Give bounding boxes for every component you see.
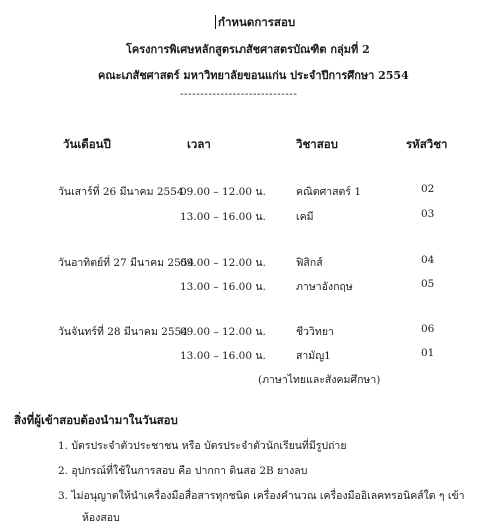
day-date: วันเสาร์ที่ 26 มีนาคม 2554	[58, 186, 184, 198]
exam-time: 13.00 – 16.00 น.	[180, 281, 266, 293]
requirement-item-continued: ห้องสอบ	[82, 512, 120, 524]
exam-time: 09.00 – 12.00 น.	[180, 326, 266, 338]
exam-subject: เคมี	[296, 211, 314, 223]
exam-time: 09.00 – 12.00 น.	[180, 257, 266, 269]
exam-time: 13.00 – 16.00 น.	[180, 211, 266, 223]
header-code: รหัสวิชา	[406, 137, 448, 151]
document-subtitle-faculty: คณะเภสัชศาสตร์ มหาวิทยาลัยขอนแก่น ประจำปีการศึกษา 2554	[98, 69, 409, 82]
exam-time: 13.00 – 16.00 น.	[180, 350, 266, 362]
document-title: กำหนดการสอบ	[218, 15, 296, 29]
exam-code: 06	[421, 323, 435, 335]
exam-code: 04	[421, 254, 435, 266]
exam-code: 05	[421, 278, 435, 290]
exam-subject: คณิตศาสตร์ 1	[296, 186, 362, 198]
exam-subject: ภาษาอังกฤษ	[296, 281, 353, 293]
requirement-item: 3. ไม่อนุญาตให้นำเครื่องมือสื่อสารทุกชนิด เครื่องคำนวณ เครื่องมืออิเลคทรอนิคส์ใด ๆ เข้า	[58, 490, 465, 502]
exam-code: 02	[421, 183, 435, 195]
exam-code: 03	[421, 208, 435, 220]
header-subject: วิชาสอบ	[296, 137, 338, 151]
day-date: วันอาทิตย์ที่ 27 มีนาคม 2554	[58, 257, 195, 269]
exam-note: (ภาษาไทยและสังคมศึกษา)	[258, 374, 381, 386]
exam-subject: สามัญ1	[296, 350, 331, 362]
document-subtitle: โครงการพิเศษหลักสูตรเภสัชศาสตรบัณฑิต กลุ่มที่ 2	[126, 43, 370, 56]
header-time: เวลา	[187, 137, 211, 151]
text-cursor	[215, 15, 216, 29]
day-date: วันจันทร์ที่ 28 มีนาคม 2554	[58, 326, 188, 338]
exam-subject: ชีววิทยา	[296, 326, 334, 338]
exam-time: 09.00 – 12.00 น.	[180, 186, 266, 198]
header-date: วันเดือนปี	[63, 137, 111, 151]
title-rule: -----------------------------	[180, 88, 298, 100]
requirement-item: 1. บัตรประจำตัวประชาชน หรือ บัตรประจำตัวนักเรียนที่มีรูปถ่าย	[58, 440, 347, 452]
exam-code: 01	[421, 347, 435, 359]
requirements-title: สิ่งที่ผู้เข้าสอบต้องนำมาในวันสอบ	[14, 413, 178, 427]
exam-subject: ฟิสิกส์	[296, 257, 323, 269]
requirement-item: 2. อุปกรณ์ที่ใช้ในการสอบ คือ ปากกา ดินสอ 2B ยางลบ	[58, 465, 308, 477]
